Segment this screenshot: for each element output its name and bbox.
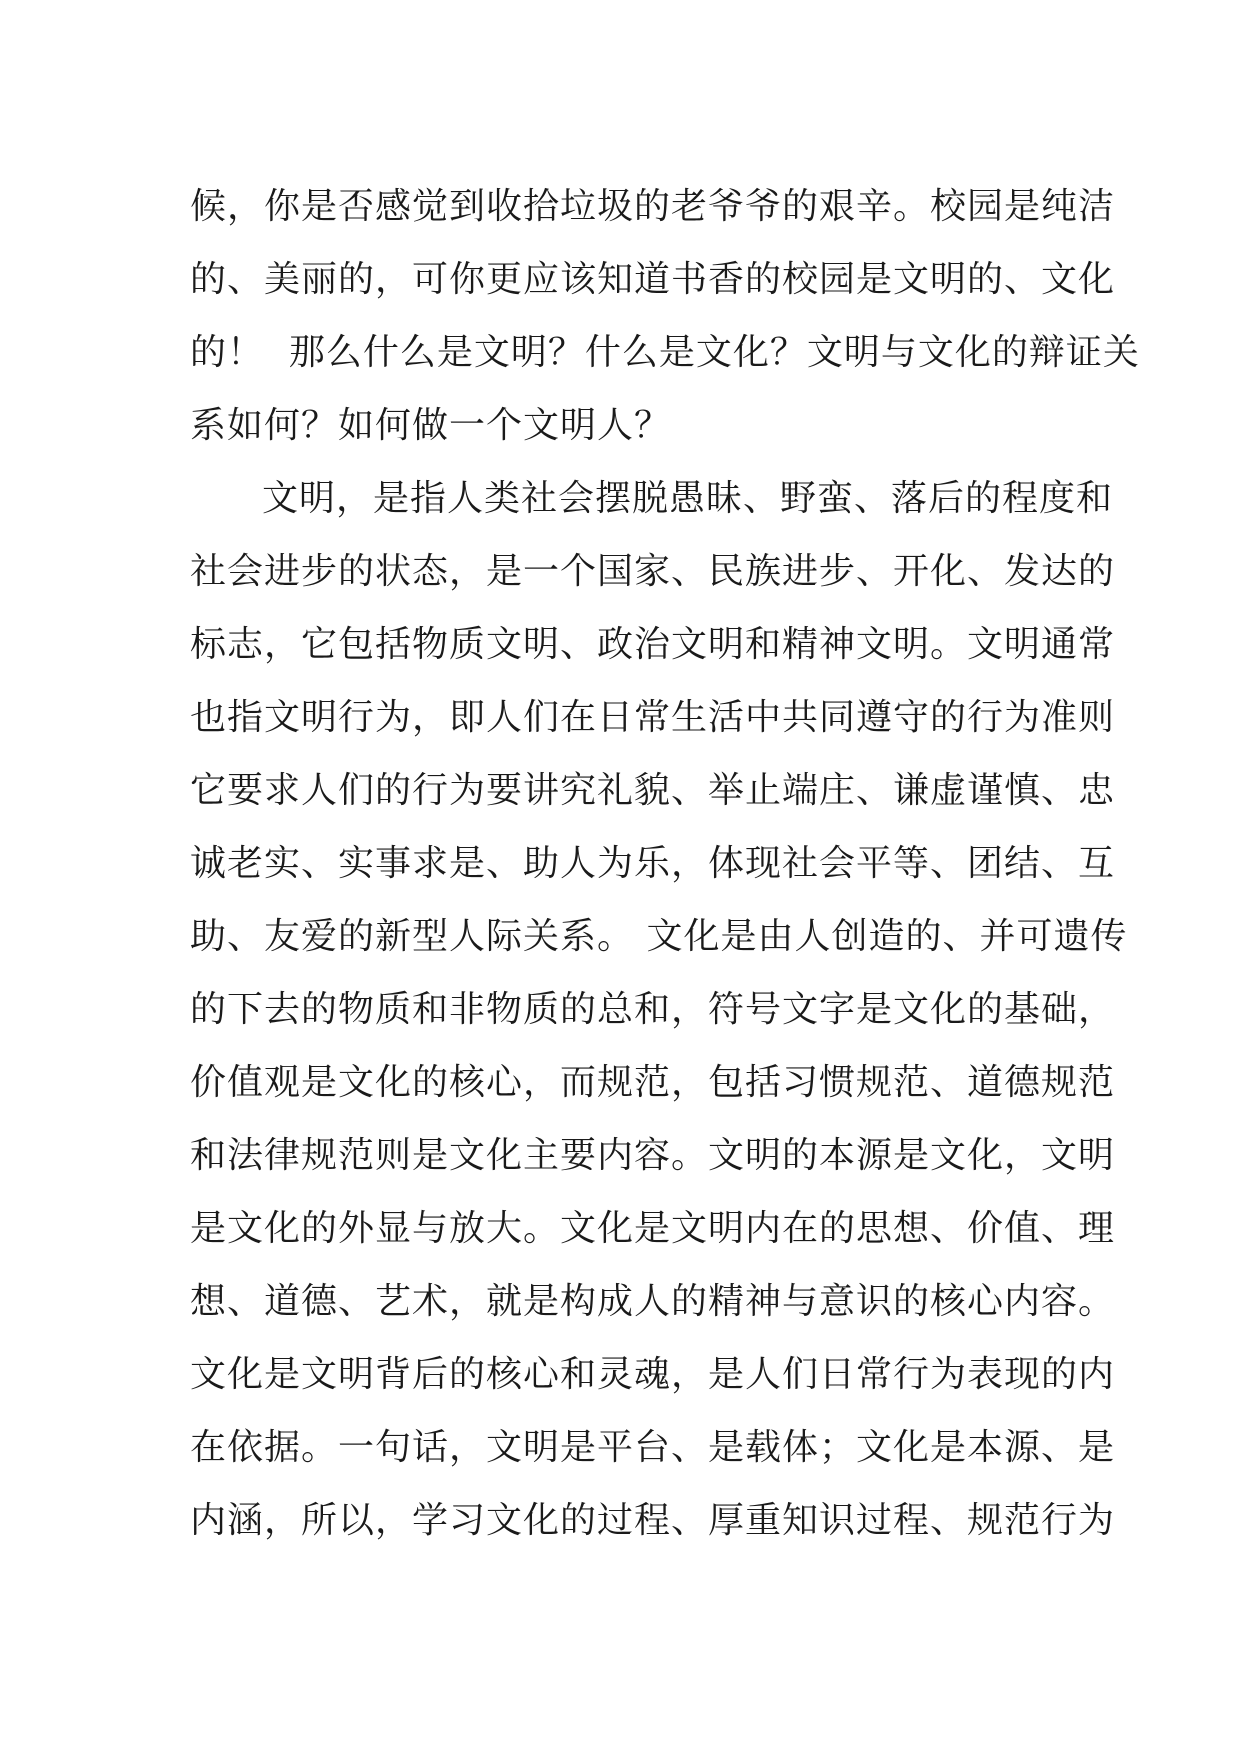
text-line-11: 助、友爱的新型人际关系。 文化是由人创造的、并可遗传: [190, 916, 1128, 957]
text-line-15: 是文化的外显与放大。文化是文明内在的思想、价值、理: [190, 1208, 1116, 1249]
text-line-17: 文化是文明背后的核心和灵魂，是人们日常行为表现的内: [190, 1354, 1116, 1395]
text-line-18: 在依据。一句话，文明是平台、是载体；文化是本源、是: [190, 1427, 1116, 1468]
text-line-16: 想、道德、艺术，就是构成人的精神与意识的核心内容。: [190, 1281, 1116, 1322]
text-line-3: 的！ 那么什么是文明？什么是文化？文明与文化的辩证关: [190, 332, 1140, 373]
text-line-12: 的下去的物质和非物质的总和，符号文字是文化的基础，: [190, 989, 1116, 1030]
text-line-2: 的、美丽的，可你更应该知道书香的校园是文明的、文化: [190, 259, 1116, 300]
body-text: [190, 170, 1140, 1557]
text-line-13: 价值观是文化的核心，而规范，包括习惯规范、道德规范: [190, 1062, 1116, 1103]
text-line-4: 系如何？如何做一个文明人？: [190, 405, 672, 446]
text-line-7: 标志，它包括物质文明、政治文明和精神文明。文明通常: [190, 624, 1116, 665]
text-line-19: 内涵，所以，学习文化的过程、厚重知识过程、规范行为: [190, 1500, 1116, 1541]
text-line-6: 社会进步的状态，是一个国家、民族进步、开化、发达的: [190, 551, 1116, 592]
text-line-14: 和法律规范则是文化主要内容。文明的本源是文化，文明: [190, 1135, 1116, 1176]
text-line-8: 也指文明行为，即人们在日常生活中共同遵守的行为准则: [190, 697, 1116, 738]
text-line-9: 它要求人们的行为要讲究礼貌、举止端庄、谦虚谨慎、忠: [190, 770, 1116, 811]
text-line-1: 候，你是否感觉到收拾垃圾的老爷爷的艰辛。校园是纯洁: [190, 186, 1116, 227]
text-line-10: 诚老实、实事求是、助人为乐，体现社会平等、团结、互: [190, 843, 1116, 884]
text-line-5: 文明，是指人类社会摆脱愚昧、野蛮、落后的程度和: [262, 478, 1114, 519]
